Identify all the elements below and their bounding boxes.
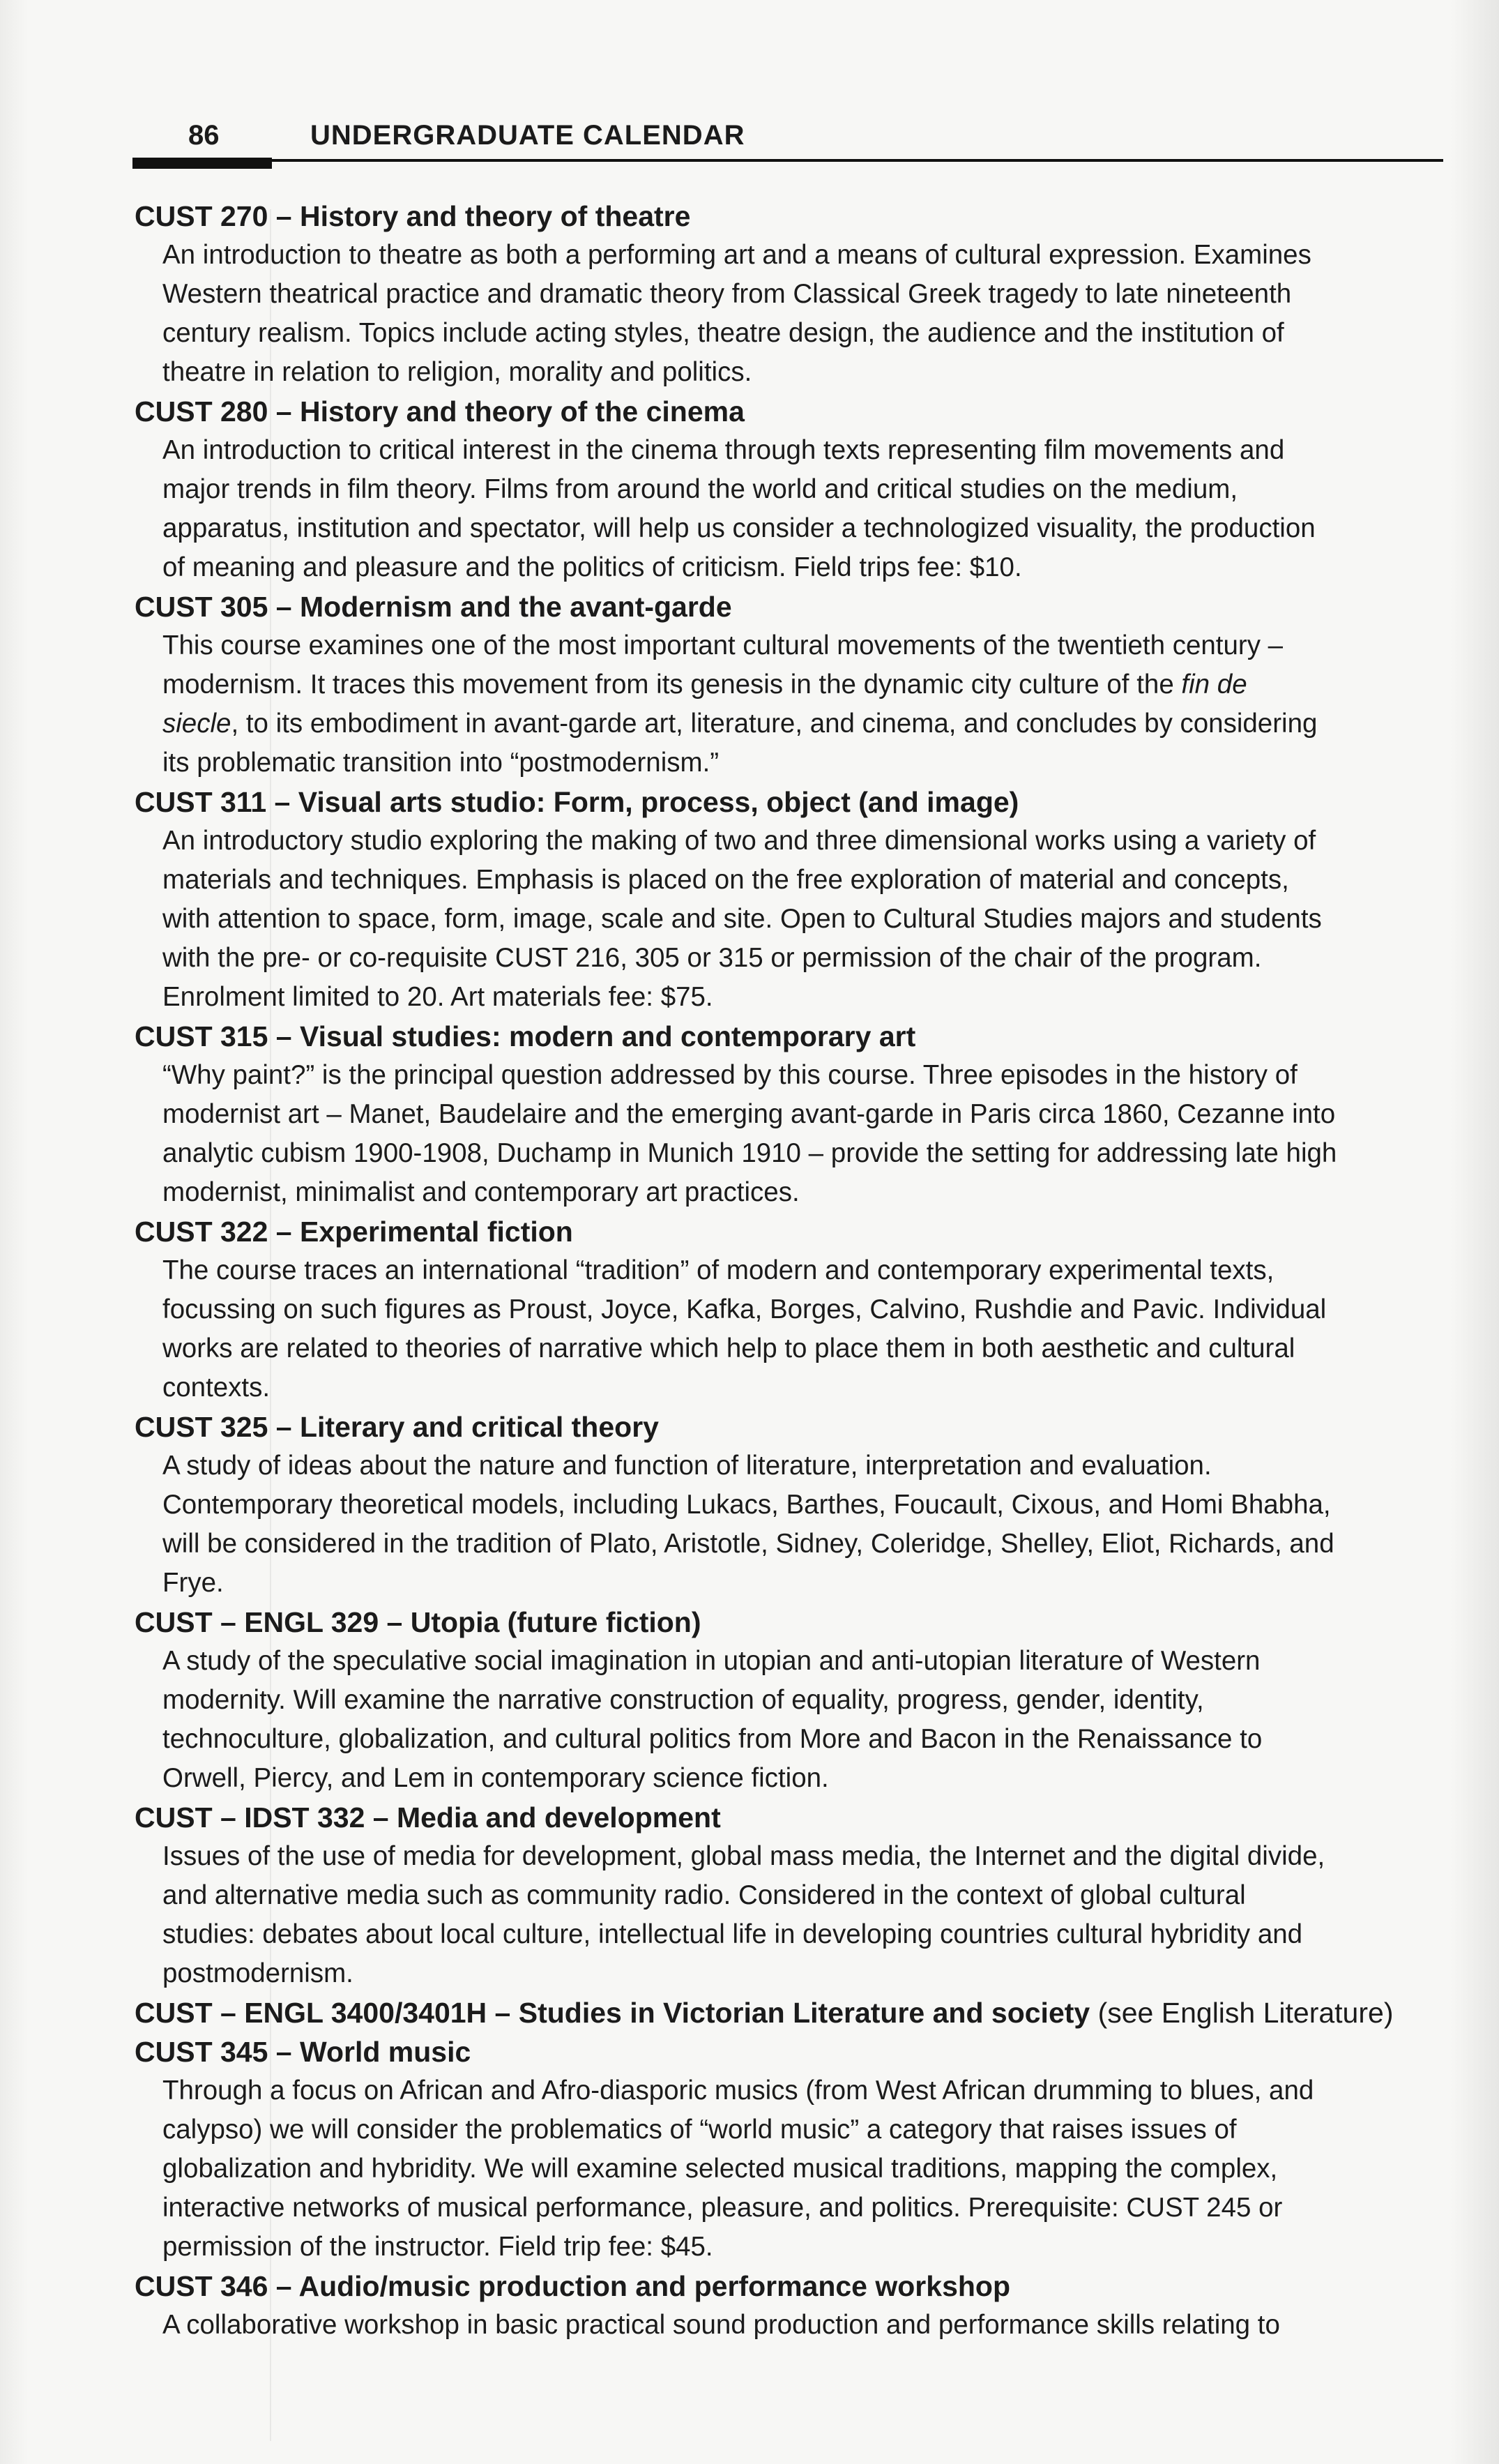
description-line: An introductory studio exploring the making of two and three dimensional works using a variety of (162, 826, 1316, 856)
description-line: Issues of the use of media for development, global mass media, the Internet and the digital divide, (162, 1841, 1325, 1871)
course-title-text: CUST 305 – Modernism and the avant-garde (135, 591, 732, 623)
course-title-text: CUST 270 – History and theory of theatre (135, 200, 691, 232)
course-title (135, 2032, 1445, 2071)
course-title-text: CUST – ENGL 3400/3401H – Studies in Victorian Literature and society (135, 1997, 1090, 2029)
description-line: Enrolment limited to 20. Art materials fee: $75. (162, 982, 713, 1012)
header-rule (132, 159, 1443, 162)
course-entry (135, 1993, 1445, 2032)
course-entry (135, 1212, 1445, 1407)
description-line: This course examines one of the most important cultural movements of the twentieth century – (162, 630, 1284, 660)
course-title (135, 783, 1445, 822)
description-line: “Why paint?” is the principal question addressed by this course. Three episodes in the history of (162, 1060, 1298, 1090)
description-line: An introduction to theatre as both a performing art and a means of cultural expression. Examines (162, 240, 1311, 270)
course-list (135, 197, 1445, 2345)
header-rule-accent (132, 158, 272, 169)
course-description (162, 2071, 1445, 2267)
course-title (135, 1017, 1445, 1056)
course-title (135, 1798, 1445, 1837)
description-line: siecle, to its embodiment in avant-garde art, literature, and cinema, and concludes by considering (162, 709, 1318, 739)
description-line: century realism. Topics include acting styles, theatre design, the audience and the institution of (162, 318, 1284, 348)
course-title (135, 2267, 1445, 2306)
course-title-text: CUST 322 – Experimental fiction (135, 1216, 573, 1248)
course-title (135, 587, 1445, 626)
description-line: works are related to theories of narrative which help to place them in both aesthetic and cultural (162, 1333, 1295, 1363)
course-title-text: CUST 311 – Visual arts studio: Form, process, object (and image) (135, 786, 1019, 818)
description-line: calypso) we will consider the problematics of “world music” a category that raises issues of (162, 2115, 1237, 2145)
course-entry (135, 2267, 1445, 2345)
description-line: A collaborative workshop in basic practical sound production and performance skills relating to (162, 2310, 1280, 2340)
course-entry (135, 587, 1445, 783)
description-line: will be considered in the tradition of Plato, Aristotle, Sidney, Coleridge, Shelley, Eliot, Richards, and (162, 1529, 1334, 1559)
course-description (162, 1446, 1445, 1603)
description-line: permission of the instructor. Field trip fee: $45. (162, 2232, 713, 2262)
course-entry (135, 2032, 1445, 2267)
course-description (162, 822, 1445, 1017)
course-description (162, 1642, 1445, 1798)
course-title-text: CUST 345 – World music (135, 2036, 471, 2068)
description-line: modernity. Will examine the narrative construction of equality, progress, gender, identity, (162, 1685, 1204, 1715)
page-number: 86 (188, 120, 220, 151)
course-title-text: CUST – ENGL 329 – Utopia (future fiction) (135, 1606, 701, 1638)
course-title-text: CUST 280 – History and theory of the cinema (135, 395, 745, 428)
description-line: apparatus, institution and spectator, will help us consider a technologized visuality, the production (162, 513, 1316, 543)
course-description (162, 236, 1445, 392)
description-line: focussing on such figures as Proust, Joyce, Kafka, Borges, Calvino, Rushdie and Pavic. Individual (162, 1294, 1327, 1324)
course-title-text: CUST – IDST 332 – Media and development (135, 1801, 721, 1834)
course-title (135, 197, 1445, 236)
course-entry (135, 1603, 1445, 1798)
course-description (162, 431, 1445, 587)
description-line: postmodernism. (162, 1958, 353, 1988)
course-description (162, 2306, 1445, 2345)
course-entry (135, 197, 1445, 392)
page-header (132, 120, 1443, 162)
description-line: and alternative media such as community radio. Considered in the context of global cultural (162, 1880, 1246, 1910)
course-entry (135, 1407, 1445, 1603)
course-title-text: CUST 325 – Literary and critical theory (135, 1411, 659, 1443)
description-line: Contemporary theoretical models, including Lukacs, Barthes, Foucault, Cixous, and Homi Bhabha, (162, 1490, 1331, 1520)
description-line: A study of the speculative social imagination in utopian and anti-utopian literature of Western (162, 1646, 1261, 1676)
description-line: A study of ideas about the nature and function of literature, interpretation and evaluation. (162, 1451, 1212, 1481)
description-line: analytic cubism 1900-1908, Duchamp in Munich 1910 – provide the setting for addressing late high (162, 1138, 1337, 1168)
course-title (135, 1993, 1445, 2032)
course-description (162, 1251, 1445, 1407)
description-line: technoculture, globalization, and cultural politics from More and Bacon in the Renaissance to (162, 1724, 1263, 1754)
description-line: its problematic transition into “postmodernism.” (162, 748, 720, 778)
description-line: major trends in film theory. Films from around the world and critical studies on the medium, (162, 474, 1238, 504)
course-title (135, 392, 1445, 431)
description-line: of meaning and pleasure and the politics of criticism. Field trips fee: $10. (162, 552, 1022, 582)
description-line: modernist art – Manet, Baudelaire and the emerging avant-garde in Paris circa 1860, Cezanne into (162, 1099, 1336, 1129)
description-line: An introduction to critical interest in the cinema through texts representing film movements and (162, 435, 1285, 465)
course-title-text: CUST 346 – Audio/music production and performance workshop (135, 2270, 1011, 2302)
description-line: interactive networks of musical performance, pleasure, and politics. Prerequisite: CUST 245 or (162, 2193, 1283, 2223)
description-line: Western theatrical practice and dramatic theory from Classical Greek tragedy to late nineteenth (162, 279, 1292, 309)
description-line: with the pre- or co-requisite CUST 216, 305 or 315 or permission of the chair of the program. (162, 943, 1262, 973)
description-line: modernist, minimalist and contemporary art practices. (162, 1177, 800, 1207)
description-line: The course traces an international “tradition” of modern and contemporary experimental texts, (162, 1255, 1274, 1285)
course-title (135, 1407, 1445, 1446)
description-line: theatre in relation to religion, morality and politics. (162, 357, 752, 387)
course-entry (135, 783, 1445, 1017)
running-title: UNDERGRADUATE CALENDAR (310, 120, 745, 151)
course-title (135, 1212, 1445, 1251)
course-entry (135, 392, 1445, 587)
description-line: globalization and hybridity. We will examine selected musical traditions, mapping the complex, (162, 2154, 1278, 2184)
description-line: modernism. It traces this movement from its genesis in the dynamic city culture of the fin de (162, 670, 1247, 700)
description-line: studies: debates about local culture, intellectual life in developing countries cultural hybridity and (162, 1919, 1303, 1949)
description-line: contexts. (162, 1373, 271, 1403)
course-entry (135, 1798, 1445, 1993)
course-title-text: CUST 315 – Visual studies: modern and contemporary art (135, 1020, 916, 1052)
description-line: Through a focus on African and Afro-diasporic musics (from West African drumming to blues, and (162, 2076, 1314, 2106)
course-description (162, 626, 1445, 783)
cross-reference: (see English Literature) (1090, 1997, 1394, 2029)
description-line: materials and techniques. Emphasis is placed on the free exploration of material and concepts, (162, 865, 1289, 895)
course-title (135, 1603, 1445, 1642)
description-line: Frye. (162, 1568, 224, 1598)
description-line: Orwell, Piercy, and Lem in contemporary science fiction. (162, 1763, 829, 1793)
description-line: with attention to space, form, image, scale and site. Open to Cultural Studies majors and students (162, 904, 1322, 934)
course-entry (135, 1017, 1445, 1212)
course-description (162, 1837, 1445, 1993)
course-description (162, 1056, 1445, 1212)
